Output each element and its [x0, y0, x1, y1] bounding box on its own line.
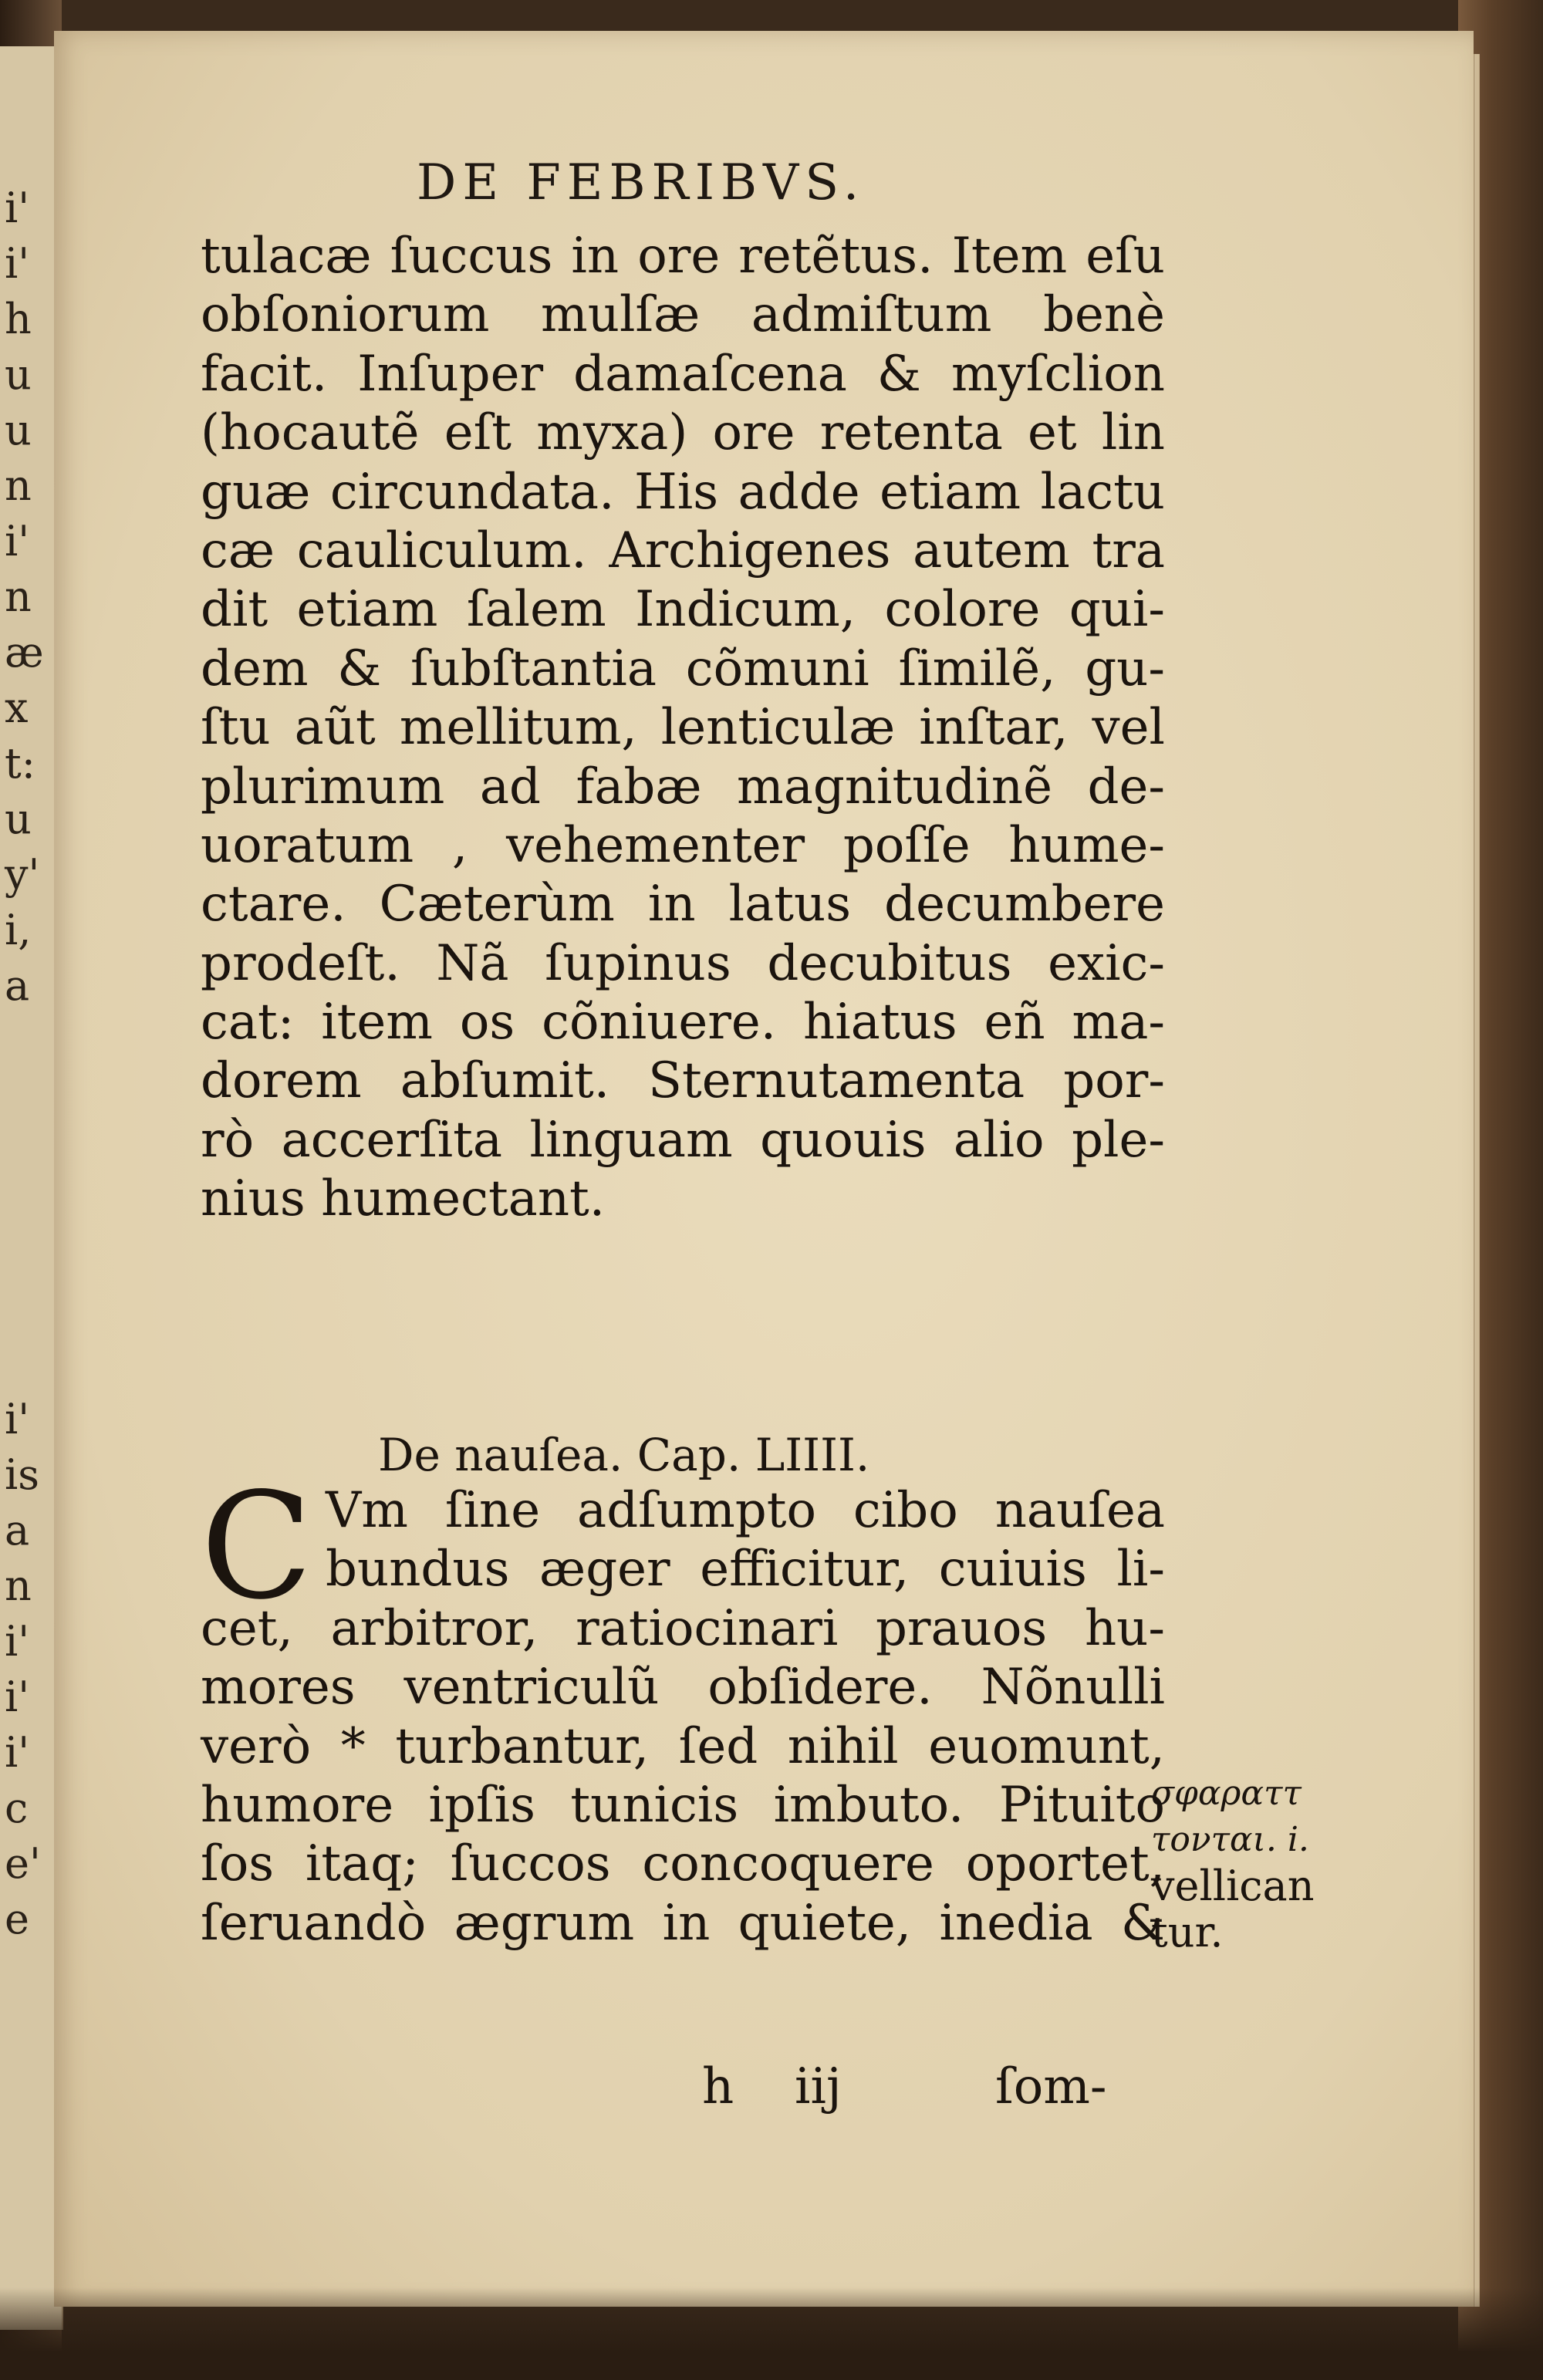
prev-page-fragment: i'	[5, 1673, 30, 1721]
prev-page-fragment: u	[5, 795, 32, 843]
text-line: uoratum , vehementer poſſe hume-	[201, 816, 1165, 874]
text-line: humore ipſis tunicis imbuto. Pituito	[201, 1776, 1165, 1834]
gloss-latin-line: tur.	[1151, 1908, 1224, 1956]
catchword: ſom-	[995, 2058, 1107, 2115]
prev-page-fragment: i'	[5, 1395, 30, 1443]
text-line: plurimum ad fabæ magnitudinẽ de-	[201, 758, 1165, 815]
text-line: Vm ſine adſumpto cibo nauſea	[326, 1482, 1165, 1539]
text-line: ſos itaq; ſuccos concoquere oportet,	[201, 1835, 1165, 1893]
text-line: ſtu aũt mellitum, lenticulæ inſtar, vel	[201, 699, 1165, 757]
text-line: nius humectant.	[201, 1170, 606, 1228]
text-line: prodeſt. Nã ſupinus decubitus exic-	[201, 934, 1165, 992]
prev-page-fragment: æ	[5, 628, 44, 677]
text-line: (hocautẽ eſt myxa) ore retenta et lin	[201, 404, 1165, 462]
main-text-block	[201, 227, 1165, 1229]
prev-page-fragment: n	[5, 461, 32, 510]
text-line: bundus æger efficitur, cuiuis li-	[326, 1541, 1165, 1598]
text-line: dit etiam ſalem Indicum, colore qui-	[201, 581, 1165, 639]
prev-page-fragment: a	[5, 1506, 30, 1555]
prev-page-fragment: i'	[5, 239, 30, 288]
prev-page-fragment: i,	[5, 906, 32, 954]
margin-gloss	[1151, 1771, 1367, 1956]
prev-page-fragment: i'	[5, 517, 30, 565]
prev-page-fragment: u	[5, 406, 32, 454]
prev-page-fragment: i'	[5, 184, 30, 232]
text-line: mores ventriculũ obſidere. Nõnulli	[201, 1659, 1165, 1717]
bottom-binding-shadow	[0, 2287, 1543, 2380]
text-line: dorem abſumit. Sternutamenta por-	[201, 1052, 1165, 1110]
book-page	[54, 31, 1474, 2307]
prev-page-fragment: e	[5, 1895, 29, 1943]
text-line: guæ circundata. His adde etiam lactu	[201, 463, 1165, 521]
text-line: cet, arbitror, ratiocinari prauos hu-	[201, 1599, 1165, 1657]
text-line: facit. Inſuper damaſcena & myſclion	[201, 345, 1165, 403]
text-line: dem & ſubſtantia cõmuni ſimilẽ, gu-	[201, 640, 1165, 697]
prev-page-fragment: n	[5, 572, 32, 621]
gloss-greek-line: τονται. i.	[1151, 1820, 1309, 1859]
signature-line	[702, 2058, 1165, 2115]
gloss-greek-line: σφαραττ	[1151, 1774, 1302, 1813]
prev-page-fragment: x	[5, 684, 29, 732]
chapter-text-block	[201, 1461, 1165, 1953]
text-line: verò * turbantur, ſed nihil euomunt,	[201, 1717, 1165, 1775]
text-line: ctare. Cæterùm in latus decumbere	[201, 876, 1165, 933]
signature-mark: h	[702, 2058, 734, 2115]
text-line: obſoniorum mulſæ admiſtum benè	[201, 286, 1165, 344]
prev-page-fragment: u	[5, 350, 32, 399]
text-line: cæ cauliculum. Archigenes autem tra	[201, 522, 1165, 579]
chapter-heading: De nauſea. Cap. LIIII.	[378, 1429, 870, 1481]
prev-page-fragment: a	[5, 961, 30, 1010]
drop-cap-initial: C	[201, 1461, 313, 1632]
text-line: rò accerſita linguam quouis alio ple-	[201, 1111, 1165, 1169]
prev-page-fragment: y'	[5, 850, 40, 899]
gloss-latin-line: vellican	[1151, 1862, 1315, 1910]
text-line: tulacæ ſuccus in ore retẽtus. Item eſu	[201, 228, 1165, 285]
text-line: ſeruandò ægrum in quiete, inedia &	[201, 1894, 1165, 1952]
text-line: cat: item os cõniuere. hiatus eñ ma-	[201, 994, 1165, 1052]
prev-page-fragment: c	[5, 1784, 29, 1832]
running-head: DE FEBRIBVS.	[417, 154, 866, 211]
prev-page-fragment: h	[5, 295, 32, 343]
signature-number: iij	[795, 2058, 842, 2115]
prev-page-fragment: t:	[5, 739, 35, 788]
prev-page-fragment: i'	[5, 1617, 30, 1666]
prev-page-fragment: n	[5, 1561, 32, 1610]
prev-page-fragment: e'	[5, 1839, 41, 1888]
prev-page-fragment: is	[5, 1450, 39, 1499]
prev-page-fragment: i'	[5, 1728, 30, 1777]
